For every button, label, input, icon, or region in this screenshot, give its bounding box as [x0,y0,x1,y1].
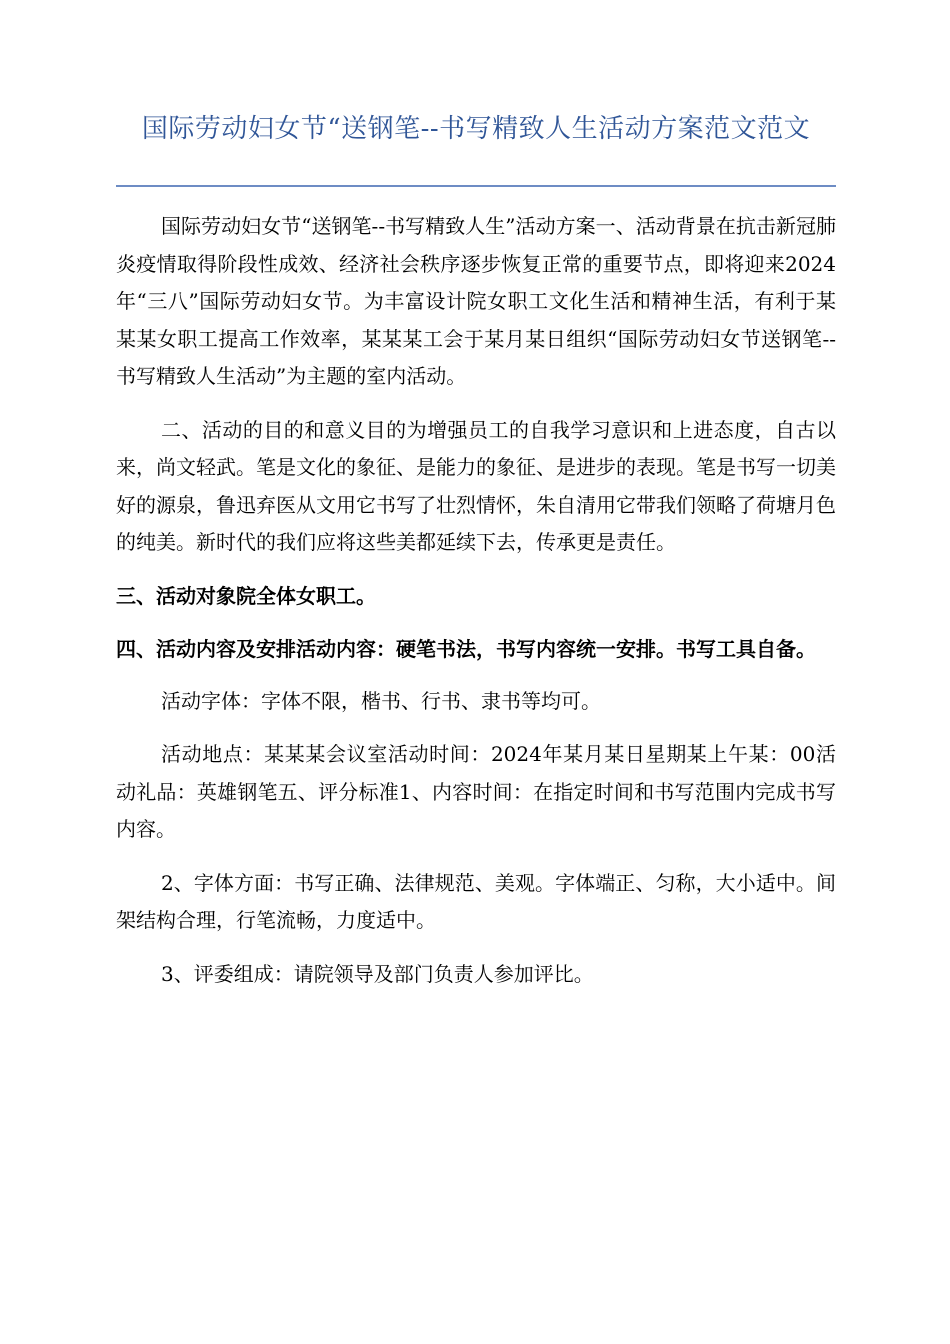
paragraph-location: 活动地点：某某某会议室活动时间：2024年某月某日星期某上午某：00活动礼品：英雄钢笔五、评分标准1、内容时间：在指定时间和书写范围内完成书写内容。 [116,742,836,841]
title-divider [116,185,836,187]
paragraph-font: 活动字体：字体不限，楷书、行书、隶书等均可。 [161,688,601,713]
heading-participants: 三、活动对象院全体女职工。 [116,583,376,608]
paragraph-background: 国际劳动妇女节“送钢笔--书写精致人生”活动方案一、活动背景在抗击新冠肺炎疫情取得阶段性成效、经济社会秩序逐步恢复正常的重要节点，即将迎来2024年“三八”国际劳动妇女节。为丰富设计院女职工文化生活和精神生活，有利于某某某女职工提高工作效率，某某某工会于某月某日组织“国际劳动妇女节送钢笔--书写精致人生活动”为主题的室内活动。 [116,214,836,388]
document-title: 国际劳动妇女节“送钢笔--书写精致人生活动方案范文范文 [141,114,811,144]
document-body [116,208,836,993]
paragraph-purpose: 二、活动的目的和意义目的为增强员工的自我学习意识和上进态度，自古以来，尚文轻武。笔是文化的象征、是能力的象征、是进步的表现。笔是书写一切美好的源泉，鲁迅弃医从文用它书写了壮烈情怀，朱自清用它带我们领略了荷塘月色的纯美。新时代的我们应将这些美都延续下去，传承更是责任。 [116,417,836,554]
heading-content: 四、活动内容及安排活动内容：硬笔书法，书写内容统一安排。书写工具自备。 [116,637,816,661]
paragraph-criteria-3: 3、评委组成：请院领导及部门负责人参加评比。 [161,961,594,986]
paragraph-criteria-2: 2、字体方面：书写正确、法律规范、美观。字体端正、匀称，大小适中。间架结构合理，行笔流畅，力度适中。 [116,870,836,932]
